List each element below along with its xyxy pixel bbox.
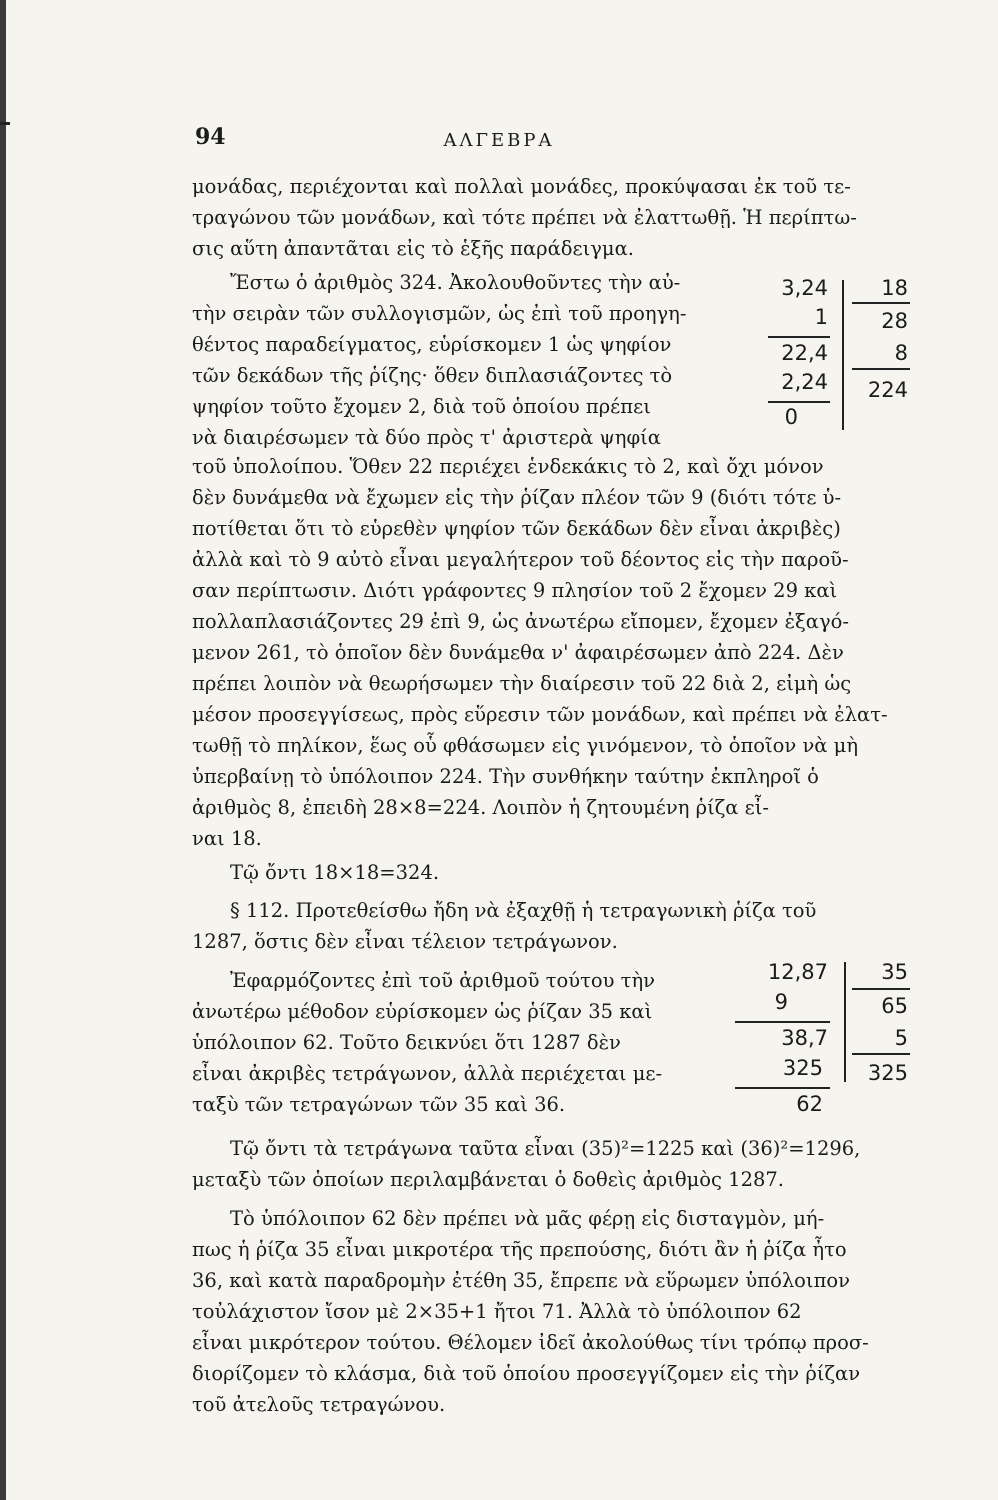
- text-line: εἶναι μικρότερον τούτου. Θέλομεν ἰδεῖ ἀκολούθως τίνι τρόπῳ προσ-: [192, 1331, 869, 1354]
- calc-value: 65: [881, 994, 908, 1018]
- text-line: Ἔστω ὁ ἀριθμὸς 324. Ἀκολουθοῦντες τὴν αὐ-: [230, 271, 681, 294]
- text-line: μεταξὺ τῶν ὁποίων περιλαμβάνεται ὁ δοθεὶς ἀριθμὸς 1287.: [192, 1168, 784, 1191]
- text-line: ποτίθεται ὅτι τὸ εὑρεθὲν ψηφίον τῶν δεκάδων δὲν εἶναι ἀκριβὲς): [192, 517, 841, 540]
- scan-edge-mark: [0, 122, 10, 125]
- calc-value: 22,4: [781, 341, 828, 365]
- calc-rule: [852, 302, 910, 304]
- calc-value: 9: [774, 990, 788, 1014]
- calc-root: 35: [881, 960, 908, 984]
- text-line: τραγώνου τῶν μονάδων, καὶ τότε πρέπει νὰ ἐλαττωθῇ. Ἡ περίπτω-: [192, 206, 857, 229]
- text-line: πως ἡ ῥίζα 35 εἶναι μικροτέρα τῆς πρεπούσης, διότι ἂν ἡ ῥίζα ἦτο: [192, 1238, 847, 1261]
- calc-value: 224: [867, 378, 908, 402]
- text-line: Τὸ ὑπόλοιπον 62 δὲν πρέπει νὰ μᾶς φέρῃ εἰς δισταγμὸν, μή-: [230, 1207, 825, 1230]
- verification-line: Τῷ ὄντι 18×18=324.: [230, 861, 440, 884]
- text-line: ἀριθμὸς 8, ἐπειδὴ 28×8=224. Λοιπὸν ἡ ζητουμένη ῥίζα εἶ-: [192, 796, 770, 819]
- calc-value: 2,24: [781, 370, 828, 394]
- calc-value: 62: [796, 1092, 823, 1116]
- scan-edge: [0, 0, 6, 1500]
- text-line: 1287, ὅστις δὲν εἶναι τέλειον τετράγωνον.: [192, 930, 618, 953]
- calc-divider: [842, 280, 844, 430]
- calc-rule: [735, 1087, 830, 1089]
- text-line: θέντος παραδείγματος, εὑρίσκομεν 1 ὡς ψηφίον: [192, 333, 672, 356]
- text-line: σαν περίπτωσιν. Διότι γράφοντες 9 πλησίον τοῦ 2 ἔχομεν 29 καὶ: [192, 579, 838, 602]
- text-line: πολλαπλασιάζοντες 29 ἐπὶ 9, ὡς ἀνωτέρω εἴπομεν, ἔχομεν ἐξαγό-: [192, 610, 849, 633]
- calc-value: 5: [894, 1026, 908, 1050]
- text-line: μενον 261, τὸ ὁποῖον δὲν δυνάμεθα ν' ἀφαιρέσωμεν ἀπὸ 224. Δὲν: [192, 641, 844, 664]
- calc-value: 8: [894, 341, 908, 365]
- calc-value: 1: [814, 305, 828, 329]
- text-line: ἀνωτέρω μέθοδον εὑρίσκομεν ὡς ῥίζαν 35 καὶ: [192, 1000, 653, 1023]
- calc-rule: [852, 368, 910, 370]
- text-line: τοῦ ὑπολοίπου. Ὅθεν 22 περιέχει ἑνδεκάκις τὸ 2, καὶ ὄχι μόνον: [192, 455, 824, 478]
- calc-value: 28: [881, 309, 908, 333]
- text-line: ψηφίον τοῦτο ἔχομεν 2, διὰ τοῦ ὁποίου πρέπει: [192, 395, 651, 418]
- text-line: ἀλλὰ καὶ τὸ 9 αὐτὸ εἶναι μεγαλήτερον τοῦ δέοντος εἰς τὴν παροῦ-: [192, 548, 849, 571]
- text-line: τῶν δεκάδων τῆς ῥίζης· ὅθεν διπλασιάζοντες τὸ: [192, 364, 673, 387]
- calc-value: 12,87: [767, 960, 828, 984]
- calc-divider: [844, 962, 846, 1082]
- calc-rule: [852, 988, 910, 990]
- calc-root: 18: [881, 276, 908, 300]
- calc-rule: [768, 401, 830, 403]
- text-line: διορίζομεν τὸ κλάσμα, διὰ τοῦ ὁποίου προσεγγίζομεν εἰς τὴν ῥίζαν: [192, 1362, 861, 1385]
- text-line: δὲν δυνάμεθα νὰ ἔχωμεν εἰς τὴν ῥίζαν πλέον τῶν 9 (διότι τότε ὑ-: [192, 486, 842, 509]
- text-line: τὴν σειρὰν τῶν συλλογισμῶν, ὡς ἐπὶ τοῦ προηγη-: [192, 302, 687, 325]
- calc-value: 325: [782, 1056, 823, 1080]
- section-heading-line: § 112. Προτεθείσθω ἤδη νὰ ἐξαχθῇ ἡ τετραγωνικὴ ῥίζα τοῦ: [230, 899, 817, 922]
- text-line: ταξὺ τῶν τετραγώνων τῶν 35 καὶ 36.: [192, 1093, 566, 1116]
- calc-rule: [768, 336, 830, 338]
- calc-value: 3,24: [781, 276, 828, 300]
- text-line: Τῷ ὄντι τὰ τετράγωνα ταῦτα εἶναι (35)²=1225 καὶ (36)²=1296,: [230, 1137, 861, 1160]
- text-line: εἶναι ἀκριβὲς τετράγωνον, ἀλλὰ περιέχεται με-: [192, 1062, 663, 1085]
- running-title: ΑΛΓΕΒΡΑ: [443, 130, 555, 151]
- text-line: νὰ διαιρέσωμεν τὰ δύο πρὸς τ' ἀριστερὰ ψηφία: [192, 426, 661, 449]
- text-line: πρέπει λοιπὸν νὰ θεωρήσωμεν τὴν διαίρεσιν τοῦ 22 διὰ 2, εἰμὴ ὡς: [192, 672, 852, 695]
- calc-rule: [735, 1021, 830, 1023]
- text-line: τωθῇ τὸ πηλίκον, ἕως οὗ φθάσωμεν εἰς γινόμενον, τὸ ὁποῖον νὰ μὴ: [192, 734, 859, 757]
- text-line: Ἐφαρμόζοντες ἐπὶ τοῦ ἀριθμοῦ τούτου τὴν: [230, 969, 655, 992]
- text-line: 36, καὶ κατὰ παραδρομὴν ἐτέθη 35, ἔπρεπε νὰ εὕρωμεν ὑπόλοιπον: [192, 1269, 850, 1292]
- calc-rule: [852, 1053, 910, 1055]
- page-number: 94: [195, 124, 226, 150]
- text-line: τοῦ ἀτελοῦς τετραγώνου.: [192, 1393, 446, 1416]
- calc-value: 325: [867, 1061, 908, 1085]
- calc-value: 0: [784, 405, 798, 429]
- text-line: σις αὕτη ἀπαντᾶται εἰς τὸ ἑξῆς παράδειγμα.: [192, 237, 634, 260]
- text-line: ὑπόλοιπον 62. Τοῦτο δεικνύει ὅτι 1287 δὲν: [192, 1031, 621, 1054]
- calc-value: 38,7: [781, 1026, 828, 1050]
- text-line: τοὐλάχιστον ἴσον μὲ 2×35+1 ἤτοι 71. Ἀλλὰ τὸ ὑπόλοιπον 62: [192, 1300, 802, 1323]
- text-line: μονάδας, περιέχονται καὶ πολλαὶ μονάδες, προκύψασαι ἐκ τοῦ τε-: [192, 175, 851, 198]
- text-line: ὑπερβαίνῃ τὸ ὑπόλοιπον 224. Τὴν συνθήκην ταύτην ἐκπληροῖ ὁ: [192, 765, 819, 788]
- text-line: ναι 18.: [192, 827, 262, 850]
- text-line: μέσον προσεγγίσεως, πρὸς εὕρεσιν τῶν μονάδων, καὶ πρέπει νὰ ἐλατ-: [192, 703, 888, 726]
